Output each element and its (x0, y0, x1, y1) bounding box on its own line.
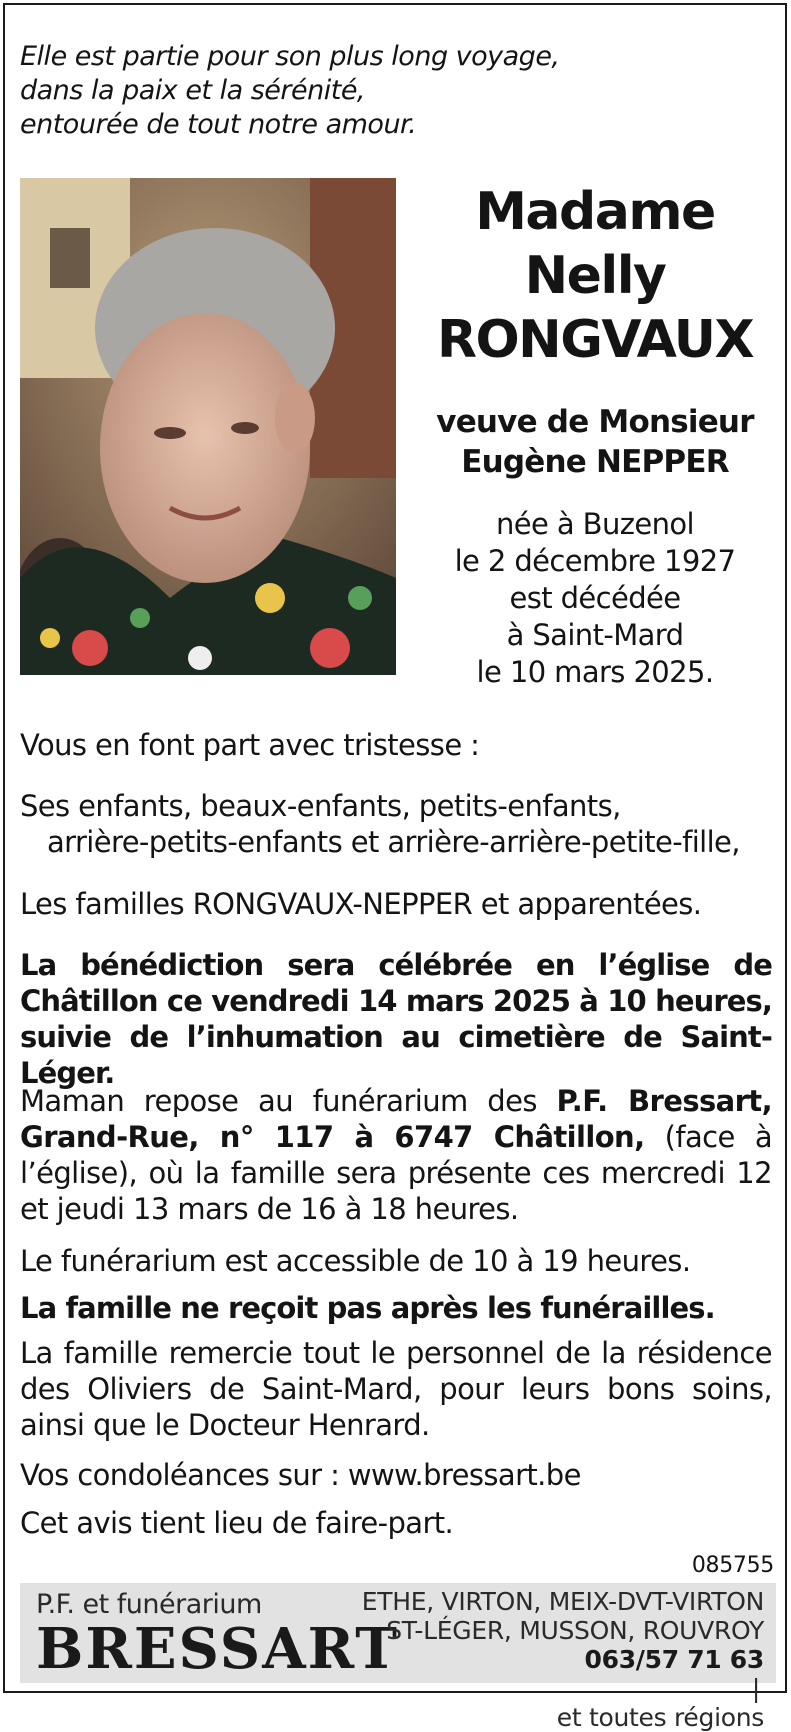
condolences-line: Vos condoléances sur : www.bressart.be (20, 1458, 581, 1492)
locations-line: ST-LÉGER, MUSSON, ROUVROY (386, 1616, 764, 1645)
locations-line: ETHE, VIRTON, MEIX-DVT-VIRTON (361, 1587, 764, 1616)
name-title: Madame (475, 182, 715, 242)
deceased-info (410, 180, 780, 691)
birth-date: le 2 décembre 1927 (454, 544, 736, 578)
life-dates (410, 506, 780, 691)
birth-place: née à Buzenol (496, 507, 694, 541)
reference-number: 085755 (691, 1553, 774, 1578)
funeral-home-banner (20, 1583, 776, 1732)
death-place: à Saint-Mard (506, 618, 684, 652)
intro-line: entourée de tout notre amour. (20, 109, 417, 140)
notice-line: Cet avis tient lieu de faire-part. (20, 1506, 454, 1540)
family-relatives: Les familles RONGVAUX-NEPPER et apparentées. (20, 887, 702, 921)
portrait-image (20, 178, 396, 675)
separator: | (751, 1674, 760, 1703)
ceremony-text: La bénédiction sera célébrée en l’église de Châtillon ce vendredi 14 mars 2025 à 10 heures, suivie de l’inhumation au cimetière de Saint-Léger. (20, 948, 772, 1090)
widow-line: Eugène NEPPER (461, 444, 729, 480)
announce-line: Vous en font part avec tristesse : (20, 728, 480, 762)
regions-text: et toutes régions (556, 1703, 764, 1732)
name-last: RONGVAUX (436, 310, 754, 370)
access-hours: Le funérarium est accessible de 10 à 19 heures. (20, 1244, 691, 1278)
widow-line: veuve de Monsieur (436, 404, 754, 440)
widow-of (410, 402, 780, 482)
no-receive-note: La famille ne reçoit pas après les funérailles. (20, 1291, 715, 1325)
death-text: est décédée (509, 581, 681, 615)
funerarium-paragraph (20, 1083, 772, 1227)
family-line: arrière-petits-enfants et arrière-arrière-petite-fille, (47, 825, 740, 859)
intro-line: dans la paix et la sérénité, (20, 75, 366, 106)
family-line: Ses enfants, beaux-enfants, petits-enfants, (20, 789, 621, 823)
funerarium-text: (face à l’église), où la famille sera présente ces mercredi 12 et jeudi 13 mars de 16 à 18 heures. (20, 1120, 772, 1226)
deceased-name (410, 180, 780, 372)
family-children (20, 788, 772, 860)
funeral-home-label: P.F. et funérarium (36, 1589, 262, 1620)
funeral-home-logo: BRESSART (36, 1616, 399, 1682)
funerarium-text: Maman repose au funérarium des (20, 1084, 557, 1118)
death-date: le 10 mars 2025. (476, 655, 714, 689)
portrait-photo (20, 178, 396, 675)
funeral-home-locations (362, 1587, 764, 1732)
thanks-text: La famille remercie tout le personnel de la résidence des Oliviers de Saint-Mard, pour leurs bons soins, ainsi que le Docteur Henrard. (20, 1336, 772, 1442)
contact-line (362, 1645, 764, 1732)
intro-line: Elle est partie pour son plus long voyage, (20, 41, 560, 72)
intro-verse (20, 40, 740, 142)
funerarium-address: P.F. Bressart, Grand-Rue, n° 117 à 6747 Châtillon, (20, 1084, 772, 1154)
phone-number: 063/57 71 63 (584, 1645, 764, 1674)
name-first: Nelly (524, 246, 666, 306)
